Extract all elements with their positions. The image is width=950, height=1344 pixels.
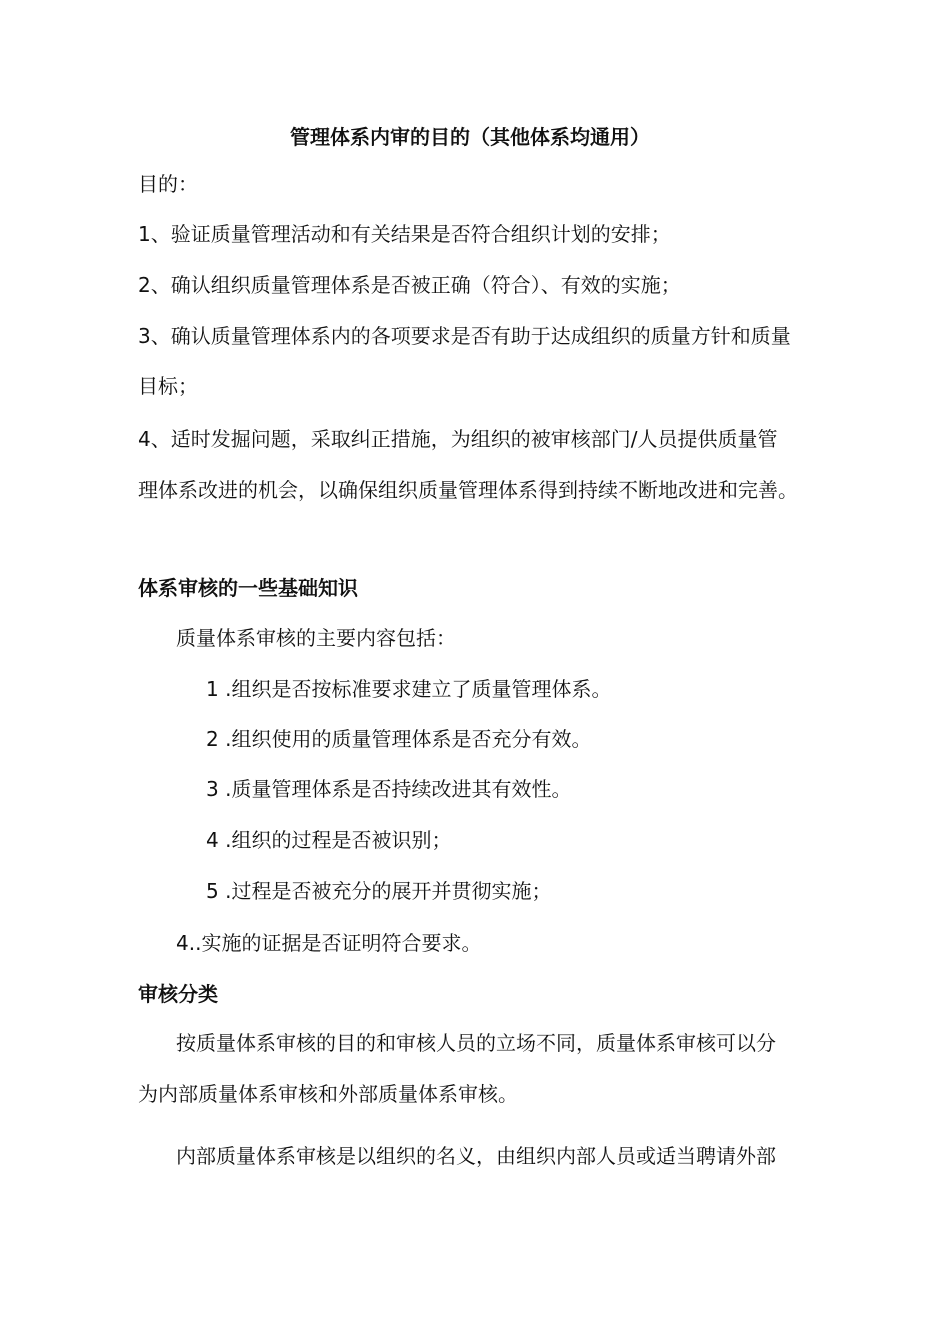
basics-item-4: 4 .组织的过程是否被识别； bbox=[206, 828, 452, 852]
classification-heading: 审核分类 bbox=[138, 982, 218, 1006]
classification-para1-line2: 为内部质量体系审核和外部质量体系审核。 bbox=[138, 1082, 518, 1106]
purpose-item-2: 2、确认组织质量管理体系是否被正确（符合）、有效的实施； bbox=[138, 273, 681, 297]
basics-item-2: 2 .组织使用的质量管理体系是否充分有效。 bbox=[206, 727, 592, 751]
basics-last-item: 4..实施的证据是否证明符合要求。 bbox=[176, 931, 482, 955]
purpose-item-4: 4、适时发掘问题，采取纠正措施，为组织的被审核部门/人员提供质量管 bbox=[138, 427, 778, 451]
purpose-label: 目的： bbox=[138, 172, 198, 196]
classification-para2-line1: 内部质量体系审核是以组织的名义，由组织内部人员或适当聘请外部 bbox=[176, 1144, 776, 1168]
basics-heading: 体系审核的一些基础知识 bbox=[138, 576, 358, 600]
purpose-item-3: 3、确认质量管理体系内的各项要求是否有助于达成组织的质量方针和质量 bbox=[138, 324, 791, 348]
classification-para1-line1: 按质量体系审核的目的和审核人员的立场不同，质量体系审核可以分 bbox=[176, 1031, 776, 1055]
basics-item-5: 5 .过程是否被充分的展开并贯彻实施； bbox=[206, 879, 552, 903]
basics-item-3: 3 .质量管理体系是否持续改进其有效性。 bbox=[206, 777, 572, 801]
purpose-item-1: 1、验证质量管理活动和有关结果是否符合组织计划的安排； bbox=[138, 222, 671, 246]
document-title: 管理体系内审的目的（其他体系均通用） bbox=[290, 125, 650, 149]
purpose-item-4-continued: 理体系改进的机会，以确保组织质量管理体系得到持续不断地改进和完善。 bbox=[138, 478, 798, 502]
basics-intro: 质量体系审核的主要内容包括： bbox=[176, 626, 456, 650]
basics-item-1: 1 .组织是否按标准要求建立了质量管理体系。 bbox=[206, 677, 612, 701]
purpose-item-3-continued: 目标； bbox=[138, 374, 198, 398]
